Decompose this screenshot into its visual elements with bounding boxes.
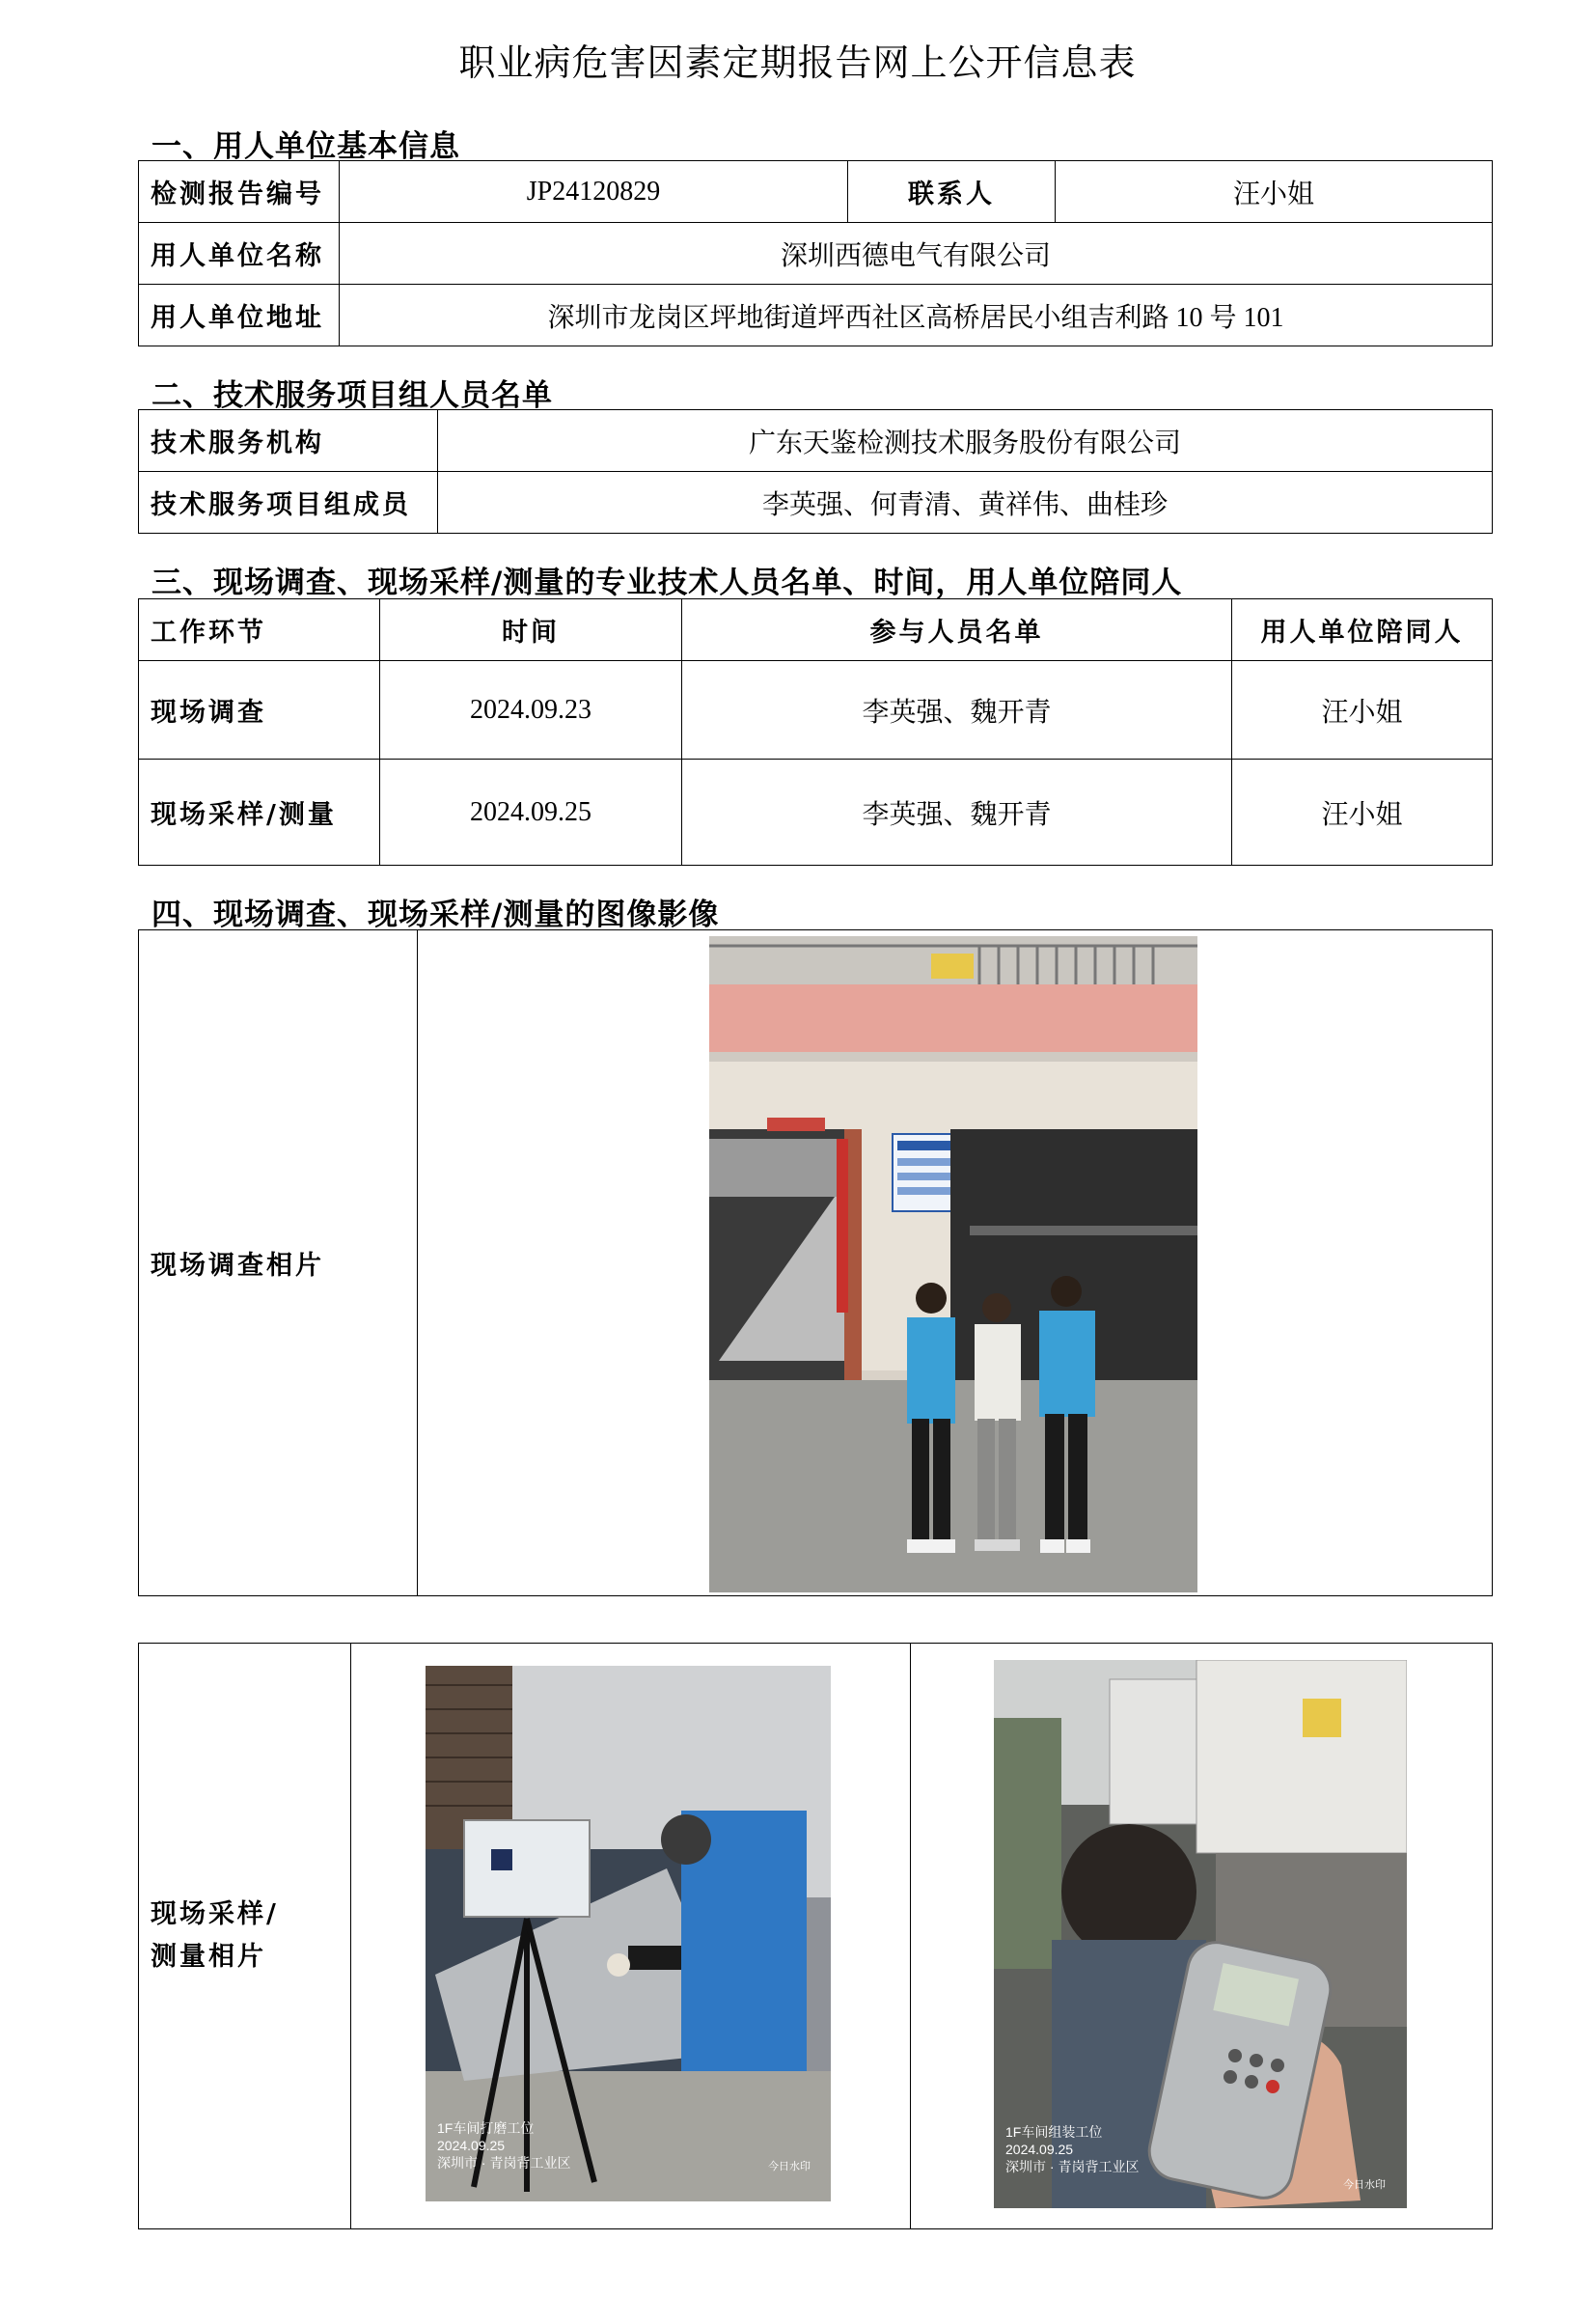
sampling-label-line1: 现场采样/ (151, 1899, 279, 1929)
photo2-date: 2024.09.25 (1005, 2142, 1074, 2157)
sampling-photo-1 (426, 1666, 831, 2201)
contact-value: 汪小姐 (1056, 161, 1493, 223)
section-4-heading: 四、现场调查、现场采样/测量的图像影像 (151, 898, 720, 932)
photo2-area: 深圳市 · 青岗背工业区 (1005, 2159, 1140, 2174)
sampling-photo-label (139, 1644, 351, 2229)
org-value: 广东天鉴检测技术服务股份有限公司 (438, 410, 1493, 472)
staff-cell: 李英强、魏开青 (682, 661, 1232, 760)
stage-cell: 现场调查 (139, 661, 380, 760)
contact-label: 联系人 (848, 161, 1056, 223)
header-date: 时间 (380, 599, 682, 661)
section-1-heading: 一、用人单位基本信息 (151, 129, 460, 164)
header-stage: 工作环节 (139, 599, 380, 661)
staff-table (138, 598, 1493, 866)
photo2-watermark: 今日水印 (1343, 2179, 1386, 2191)
photo1-watermark: 今日水印 (768, 2161, 811, 2172)
header-escort: 用人单位陪同人 (1232, 599, 1493, 661)
table-row (139, 760, 1493, 866)
section-3-heading: 三、现场调查、现场采样/测量的专业技术人员名单、时间，用人单位陪同人 (151, 566, 1183, 600)
address-value: 深圳市龙岗区坪地街道坪西社区高桥居民小组吉利路 10 号 101 (340, 285, 1493, 346)
photo1-caption (437, 2119, 570, 2172)
survey-photo-label: 现场调查相片 (139, 930, 418, 1596)
table-row (139, 661, 1493, 760)
report-no-label: 检测报告编号 (139, 161, 340, 223)
photo1-date: 2024.09.25 (437, 2138, 506, 2153)
page-title: 职业病危害因素定期报告网上公开信息表 (458, 42, 1137, 84)
escort-cell: 汪小姐 (1232, 760, 1493, 866)
survey-photo (709, 936, 1197, 1592)
photo1-location: 1F车间打磨工位 (437, 2120, 535, 2136)
staff-cell: 李英强、魏开青 (682, 760, 1232, 866)
photo2-caption (1005, 2123, 1139, 2175)
team-table (138, 409, 1493, 534)
escort-cell: 汪小姐 (1232, 661, 1493, 760)
photo2-location: 1F车间组装工位 (1005, 2124, 1103, 2140)
basic-info-table (138, 160, 1493, 346)
stage-cell: 现场采样/测量 (139, 760, 380, 866)
report-no-value: JP24120829 (340, 161, 848, 223)
members-label: 技术服务项目组成员 (139, 472, 438, 534)
company-label: 用人单位名称 (139, 223, 340, 285)
date-cell: 2024.09.25 (380, 760, 682, 866)
header-staff: 参与人员名单 (682, 599, 1232, 661)
sampling-label-line2: 测量相片 (151, 1942, 266, 1972)
photo1-area: 深圳市 · 青岗背工业区 (437, 2155, 571, 2171)
date-cell: 2024.09.23 (380, 661, 682, 760)
company-value: 深圳西德电气有限公司 (340, 223, 1493, 285)
org-label: 技术服务机构 (139, 410, 438, 472)
address-label: 用人单位地址 (139, 285, 340, 346)
section-2-heading: 二、技术服务项目组人员名单 (151, 378, 553, 413)
members-value: 李英强、何青清、黄祥伟、曲桂珍 (438, 472, 1493, 534)
sampling-photo-2 (994, 1660, 1407, 2208)
